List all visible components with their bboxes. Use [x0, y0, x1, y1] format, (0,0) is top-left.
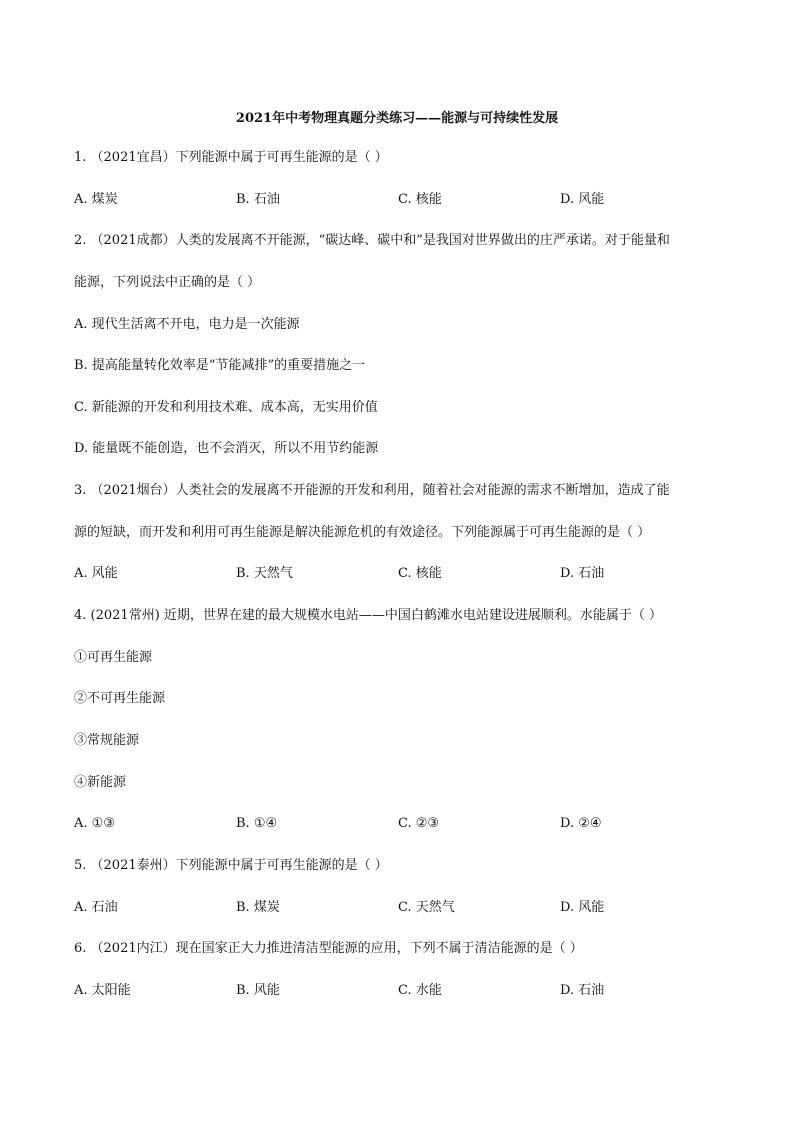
q2-stem-line1: 2. （2021成都）人类的发展离不开能源，“碳达峰、碳中和”是我国对世界做出的庄严承诺。对于能量和: [74, 233, 670, 248]
q6-option-a: A. 太阳能: [74, 983, 131, 998]
q1-option-d: D. 风能: [560, 192, 605, 207]
q3-stem-line2: 源的短缺，而开发和利用可再生能源是解决能源危机的有效途径。下列能源属于可再生能源的是（ ）: [74, 525, 651, 540]
q4-options: [74, 816, 734, 832]
q4-item-2: ②不可再生能源: [74, 691, 166, 706]
q5-option-c: C. 天然气: [398, 900, 455, 915]
q3-option-a: A. 风能: [74, 566, 118, 581]
q1-option-a: A. 煤炭: [74, 192, 118, 207]
document-title: 2021年中考物理真题分类练习——能源与可持续性发展: [235, 111, 559, 126]
q6-stem: 6. （2021内江）现在国家正大力推进清洁型能源的应用，下列不属于清洁能源的是（ ）: [74, 941, 583, 956]
q3-option-b: B. 天然气: [236, 566, 293, 581]
q4-item-4: ④新能源: [74, 775, 127, 790]
q1-options: [74, 192, 734, 208]
q3-stem-line1: 3. （2021烟台）人类社会的发展离不开能源的开发和利用，随着社会对能源的需求不断增加，造成了能: [74, 483, 670, 498]
q1-option-b: B. 石油: [236, 192, 280, 207]
q5-stem: 5. （2021泰州）下列能源中属于可再生能源的是（ ）: [74, 858, 388, 873]
q4-item-3: ③常规能源: [74, 733, 140, 748]
q2-option-d: D. 能量既不能创造，也不会消灭，所以不用节约能源: [74, 441, 379, 456]
q1-option-c: C. 核能: [398, 192, 442, 207]
q6-option-c: C. 水能: [398, 983, 442, 998]
q4-item-1: ①可再生能源: [74, 650, 153, 665]
q2-option-b: B. 提高能量转化效率是“节能减排”的重要措施之一: [74, 358, 366, 373]
q6-options: [74, 983, 734, 999]
q5-option-d: D. 风能: [560, 900, 605, 915]
q3-options: [74, 566, 734, 582]
q1-stem: 1. （2021宜昌）下列能源中属于可再生能源的是（ ）: [74, 150, 388, 165]
q4-option-b: B. ①④: [236, 816, 278, 831]
q5-options: [74, 900, 734, 916]
q4-option-d: D. ②④: [560, 816, 602, 831]
q3-option-c: C. 核能: [398, 566, 442, 581]
q6-option-d: D. 石油: [560, 983, 605, 998]
q4-option-c: C. ②③: [398, 816, 440, 831]
q4-option-a: A. ①③: [74, 816, 115, 831]
q2-stem-line2: 能源，下列说法中正确的是（ ）: [74, 275, 261, 290]
q4-stem: 4. (2021常州) 近期，世界在建的最大规模水电站——中国白鹤滩水电站建设进展顺利。水能属于（ ）: [74, 608, 663, 623]
q6-option-b: B. 风能: [236, 983, 280, 998]
q2-option-c: C. 新能源的开发和利用技术难、成本高，无实用价值: [74, 400, 378, 415]
q5-option-b: B. 煤炭: [236, 900, 280, 915]
q3-option-d: D. 石油: [560, 566, 605, 581]
q2-option-a: A. 现代生活离不开电，电力是一次能源: [74, 317, 300, 332]
q5-option-a: A. 石油: [74, 900, 118, 915]
